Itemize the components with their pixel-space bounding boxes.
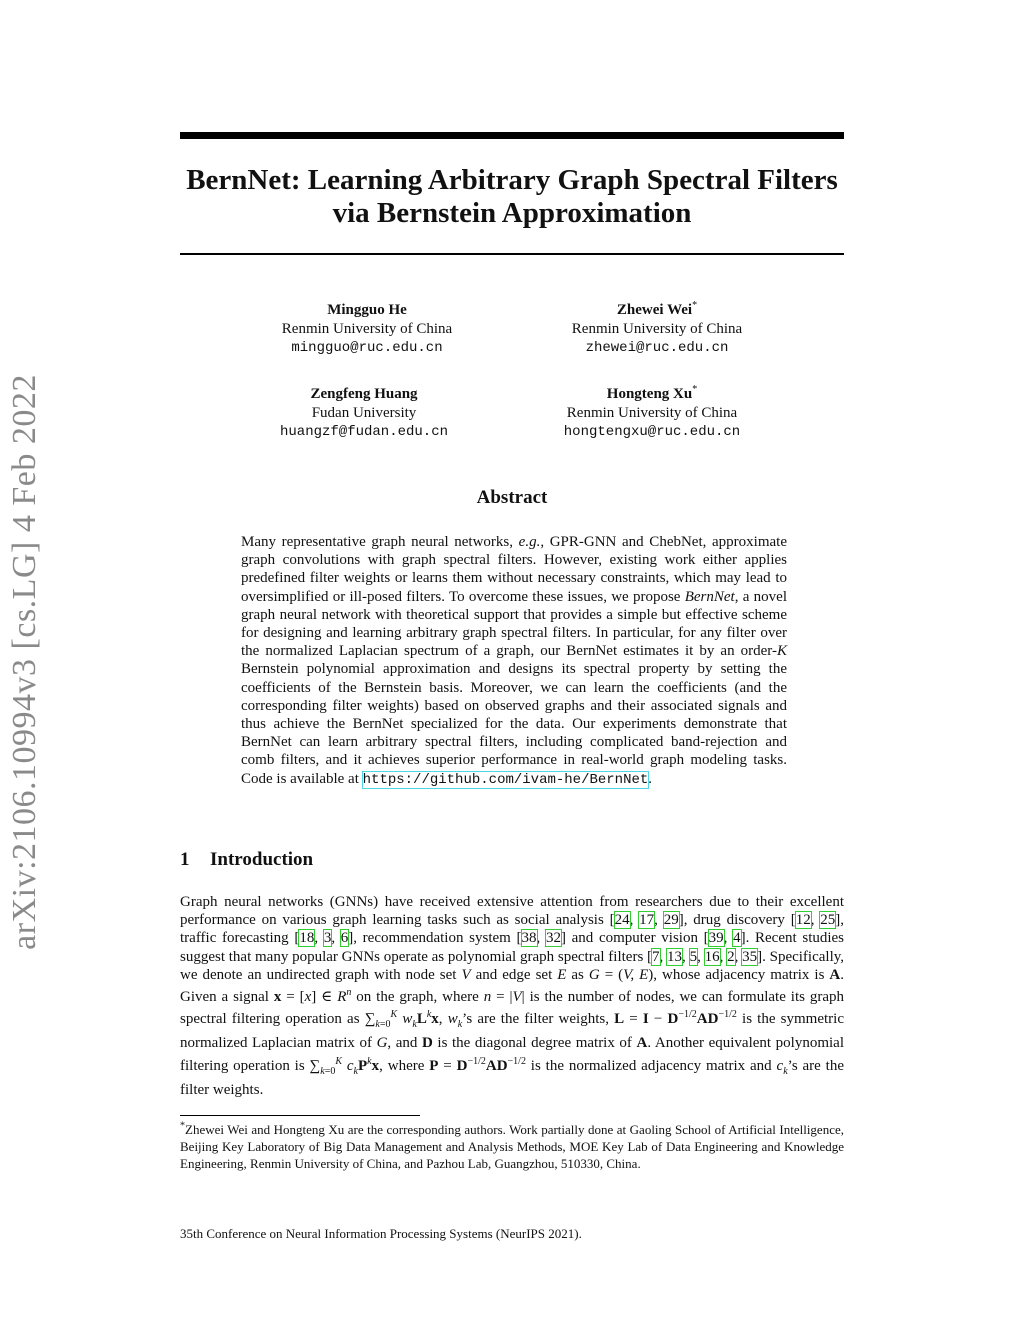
citation-link[interactable]: 4 [733, 930, 741, 947]
paper-title [180, 164, 844, 230]
author-name: Hongteng Xu [606, 386, 693, 402]
author-email[interactable]: mingguo@ruc.edu.cn [291, 340, 443, 356]
citation-link[interactable]: 6 [340, 930, 349, 947]
footnote-mark: * [180, 1120, 185, 1132]
author-name: Zengfeng Huang [310, 386, 418, 402]
author-email[interactable]: zhewei@ruc.edu.cn [585, 340, 729, 356]
arxiv-identifier-text: arXiv:2106.10994v3 [cs.LG] 4 Feb 2022 [6, 374, 43, 950]
citation-link[interactable]: 17 [639, 912, 655, 929]
footnote [180, 1121, 844, 1172]
corresponding-mark: * [692, 384, 698, 395]
corresponding-mark: * [692, 300, 698, 311]
intro-paragraph: Graph neural networks (GNNs) have received extensive attention from researchers due to their excellent performance on various graph learning tasks such as social analysis [24, 17, 29], drug discovery [12, 25], traffic forecasting [18, 3, 6], recommendation system [38, 32] and computer vision [39, 4]. Recent studies suggest that many popular GNNs operate as polynomial graph spectral filters [7, 13, 5, 16, 2, 35]. Specifically, we denote an undirected graph with node set V and edge set E as G = (V, E), whose adjacency matrix is A. Given a signal x = [x] ∈ $R^n$ on the graph, where n = |V| is the number of nodes, we can formulate its graph spectral filtering operation as $\sum_{k=0}^K$ $w_kL^kx$, $w_k’s$ are the filter weights, $L = I - D^{-1/2}AD^{-1/2}$ is the symmetric normalized Laplacian matrix of G, and D is the diagonal degree matrix of A. Another equivalent polynomial filtering operation is $\sum_{k=0}^K$ $c_kP^kx$, where $P = D^{-1/2}AD^{-1/2}$ is the normalized adjacency matrix and $c_k’s$ are the filter weights. [180, 894, 845, 1098]
author-affiliation: Renmin University of China [571, 321, 743, 337]
author-affiliation: Fudan University [311, 405, 417, 421]
citation-link[interactable]: 35 [742, 948, 758, 965]
citation-link[interactable]: 7 [652, 948, 660, 965]
citation-link[interactable]: 18 [299, 930, 315, 947]
author-affiliation: Renmin University of China [281, 321, 453, 337]
title-top-rule [180, 132, 844, 139]
citation-link[interactable]: 13 [667, 948, 683, 965]
citation-link[interactable]: 24 [614, 912, 630, 929]
author-email[interactable]: huangzf@fudan.edu.cn [279, 424, 449, 440]
section-heading [180, 849, 313, 871]
author-affiliation: Renmin University of China [566, 405, 738, 421]
code-link[interactable]: https://github.com/ivam-he/BernNet [362, 771, 649, 788]
citation-link[interactable]: 3 [323, 930, 332, 947]
title-line-2: via Bernstein Approximation [332, 197, 692, 229]
author-block [237, 301, 497, 358]
section-title: Introduction [210, 849, 314, 870]
citation-link[interactable]: 32 [545, 930, 561, 947]
author-block [527, 301, 787, 358]
citation-link[interactable]: 16 [704, 948, 720, 965]
abstract-heading: Abstract [476, 487, 548, 508]
author-name: Mingguo He [327, 302, 407, 318]
footnote-text: Zhewei Wei and Hongteng Xu are the corresponding authors. Work partially done at Gaoling School of Artificial Intelligence, Beijing Key Laboratory of Big Data Management and Analysis Methods, MOE Key Lab of Data Engineering and Knowledge Engineering, Renmin University of China, and Pazhou Lab, Guangzhou, 510330, China. [180, 1122, 844, 1171]
citation-link[interactable]: 25 [820, 912, 836, 929]
footnote-rule [180, 1115, 420, 1116]
citation-link[interactable]: 38 [521, 930, 537, 947]
author-name: Zhewei Wei [616, 302, 693, 318]
citation-link[interactable]: 12 [795, 912, 811, 929]
citation-link[interactable]: 5 [689, 948, 698, 965]
author-block [522, 385, 782, 442]
author-email[interactable]: hongtengxu@ruc.edu.cn [563, 424, 741, 440]
venue-note: 35th Conference on Neural Information Processing Systems (NeurIPS 2021). [180, 1226, 582, 1241]
citation-link[interactable]: 2 [727, 948, 735, 965]
section-number: 1 [180, 849, 190, 870]
citation-link[interactable]: 29 [663, 912, 679, 929]
citation-link[interactable]: 39 [708, 930, 724, 947]
author-block [234, 385, 494, 442]
title-bottom-rule [180, 253, 844, 255]
abstract-text: Many representative graph neural networks, e.g., GPR-GNN and ChebNet, approximate graph convolutions with graph spectral filters. However, existing work either applies predefined filter weights or learns them without necessary constraints, which may lead to oversimplified or ill-posed filters. To overcome these issues, we propose BernNet, a novel graph neural network with theoretical support that provides a simple but effective scheme for designing and learning arbitrary graph spectral filters. In particular, for any filter over the normalized Laplacian spectrum of a graph, our BernNet estimates it by an order-K Bernstein polynomial approximation and designs its spectral property by setting the coefficients of the Bernstein basis. Moreover, we can learn the coefficients (and the corresponding filter weights) based on observed graphs and their associated signals and thus achieve the BernNet specialized for the data. Our experiments demonstrate that BernNet can learn arbitrary spectral filters, including complicated band-rejection and comb filters, and it achieves superior performance in real-world graph modeling tasks. Code is available at https://github.com/ivam-he/BernNet. [241, 534, 787, 788]
filter-sum-formula: $\sum_{k=0}^K$ $w_kL^kx$ [364, 1009, 439, 1031]
adjacency-sum-formula: $\sum_{k=0}^K$ $c_kP^kx$ [309, 1055, 380, 1077]
title-line-1: BernNet: Learning Arbitrary Graph Spectral Filters [186, 164, 838, 196]
